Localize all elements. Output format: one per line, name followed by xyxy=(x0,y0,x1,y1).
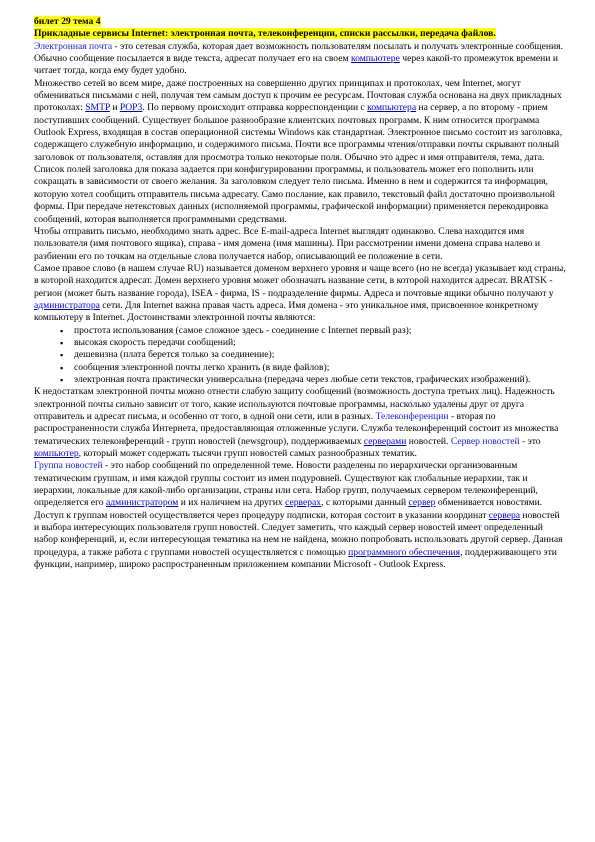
text-run: , с которыми данный xyxy=(321,497,409,509)
topic-heading: Прикладные сервисы Internet: электронная почта, телеконференции, списки рассылки, передача файлов. xyxy=(34,28,496,40)
text-run: обменивается новостями. xyxy=(435,497,543,509)
text-run: - вторая по распространенности служба Интернета, предоставляющая отложенные услуги. Служба телеконференций состоит из множества тематических телеконференций - групп новостей (newsgroup), поддерживаемых xyxy=(34,411,559,447)
text-run: . По первому происходит отправка корреспонденции с xyxy=(142,102,368,114)
hyperlink[interactable]: серверами xyxy=(363,435,407,447)
hyperlink[interactable]: сервера xyxy=(488,509,521,521)
advantages-list xyxy=(34,325,567,387)
hyperlink[interactable]: программного обеспечения xyxy=(348,546,461,558)
text-run: - это сетевая служба, которая дает возможность пользователям посылать и получать электронные сообщения. Обычно сообщение посылается в виде текста, адресат получает его на своем xyxy=(34,40,563,65)
text-run: сети. Для Internet важна правая часть адреса. Имя домена - это уникальное имя, присвоенное конкретному компьютеру в Internet. Достоинствами электронной почты являются: xyxy=(34,299,539,324)
term-highlight: Сервер новостей xyxy=(450,435,520,447)
term-highlight: Электронная почта xyxy=(34,40,113,52)
term-highlight: Телеконференции xyxy=(375,411,449,422)
list-item: ▪ дешевизна (плата берется только за соединение); xyxy=(60,349,567,361)
list-item: ▪ простота использования (самое сложное здесь - соединение с Internet первый раз); xyxy=(60,325,567,337)
paragraph-subscription xyxy=(34,510,567,572)
text-run: новостей. xyxy=(406,435,451,447)
text-run: Множество сетей во всем мире, даже построенных на совершенно других принципах и протоколах, чем Internet, могут обмениваться письмами с ней, получая тем самым доступ к прочим ее ресурсам. Почтовая служба основана на двух прикладных протоколах: xyxy=(34,77,562,114)
text-run: и их наличием на других xyxy=(178,497,286,509)
hyperlink[interactable]: компьютер xyxy=(34,448,79,460)
text-run: , который может содержать тысячи групп новостей самых разнообразных тематик. xyxy=(78,448,417,460)
text-run: Чтобы отправить письмо, необходимо знать адрес. Все E-mail-адреса Internet выглядят одинаково. Слева находится имя пользователя (имя почтового ящика), справа - имя домена (имя машины). При рассмотрении имени домена справа налево и разбиении его по точкам на отдельные слова получается набор, описывающий ее положение в сети. xyxy=(34,225,540,262)
text-run: на сервер, а по второму - прием поступивших сообщений. Существует большое разнообразие клиентских почтовых программ. К ним относится программа Outlook Express, входящая в состав операционной системы Windows как стандартная. Электронное письмо состоит из заголовка, содержащего служебную информацию, и содержимого письма. Почти все программы чтения/отправки почты скрывают полный заголовок от пользователя, оставляя для просмотра только некоторые поля. Обычно это адрес и имя отправителя, тема, дата. Список полей заголовка для показа задается при конфигурировании программы, и пользователь может его пополнить или сокращать в зависимости от своего желания. За заголовком следует тело письма. Именно в нем и содержится та информация, которую хотел сообщить отправитель письма адресату. Само послание, как правило, текстовый файл достаточно произвольной формы. При передаче нетекстовых данных (исполняемой программы, графической информации) применяется перекодировка сообщений, которая выполняется программными средствами. xyxy=(34,102,563,225)
text-run: - это набор сообщений по определенной теме. Новости разделены по иерархически организованным тематическим группам, и имя каждой группы состоит из имен подуровней. Существуют как глобальные иерархии, так и иерархии, локальные для какой-либо организации, страны или сета. Набор групп, получаемых сервером телеконференций, определяется его xyxy=(34,460,538,509)
text-run: - это xyxy=(519,435,541,447)
paragraph-email-protocols xyxy=(34,78,567,226)
document-body xyxy=(34,16,567,571)
hyperlink[interactable]: сервер xyxy=(408,497,436,509)
text-run: и xyxy=(109,102,120,114)
list-item: ▪ сообщения электронной почты легко хранить (в виде файлов); xyxy=(60,362,567,374)
hyperlink[interactable]: компьютере xyxy=(350,53,400,65)
hyperlink[interactable]: администратором xyxy=(106,497,179,509)
list-item: ▪ электронная почта практически универсальна (передача через любые сети текстов, графических изображений). xyxy=(60,374,567,386)
hyperlink[interactable]: SMTP xyxy=(85,102,110,114)
hyperlink[interactable]: администратора xyxy=(34,299,100,311)
text-run: новостей и выбора интересующих пользователя групп новостей. Следует заметить, что каждый сервер новостей имеет определенный набор конференций, и, если интересующая тематика на нем не найдена, можно попробовать использовать другой сервер. Данная процедура, а также работа с группами новостей осуществляется с помощью xyxy=(34,509,563,558)
hyperlink[interactable]: компьютера xyxy=(367,102,417,114)
list-item: ▪ высокая скорость передачи сообщений; xyxy=(60,337,567,349)
text-run: , поддерживающего эти функции, например, широко распространенным приложением компании Microsoft - Outlook Express. xyxy=(34,546,557,571)
hyperlink[interactable]: серверах xyxy=(285,497,322,509)
paragraph-teleconferences xyxy=(34,386,567,460)
text-run: Доступ к группам новостей осуществляется через процедуру подписки, которая состоит в указании координат xyxy=(34,509,489,521)
paragraph-email-definition xyxy=(34,41,567,78)
hyperlink[interactable]: POP3 xyxy=(119,102,143,114)
ticket-heading: билет 29 тема 4 xyxy=(34,16,101,27)
term-highlight: Группа новостей xyxy=(34,460,103,472)
paragraph-newsgroups xyxy=(34,460,567,509)
text-run: через какой-то промежуток времени и читает тогда, когда ему будет удобно. xyxy=(34,53,558,77)
paragraph-domain xyxy=(34,263,567,325)
text-run: Самое правое слово (в нашем случае RU) называется доменом верхнего уровня и чаще всего (но не всегда) указывает код страны, в которой находится адресат. Домен верхнего уровня может обозначать название сети, в которой находится адресат. BRATSK - регион (может быть название города), ISEA - фирма, IS - подразделение фирмы. Адреса и почтовые ящики обычно получают у xyxy=(34,262,566,299)
paragraph-email-address xyxy=(34,226,567,263)
text-run: К недостаткам электронной почты можно отнести слабую защиту сообщений (возможность доступа третьих лиц). Надежность электронной почты сильно зависит от того, какие используются почтовые программы, насколько удалены друг от друга отправитель и адресат письма, и особенно от того, в одной они сети, или в разных. xyxy=(34,386,555,422)
